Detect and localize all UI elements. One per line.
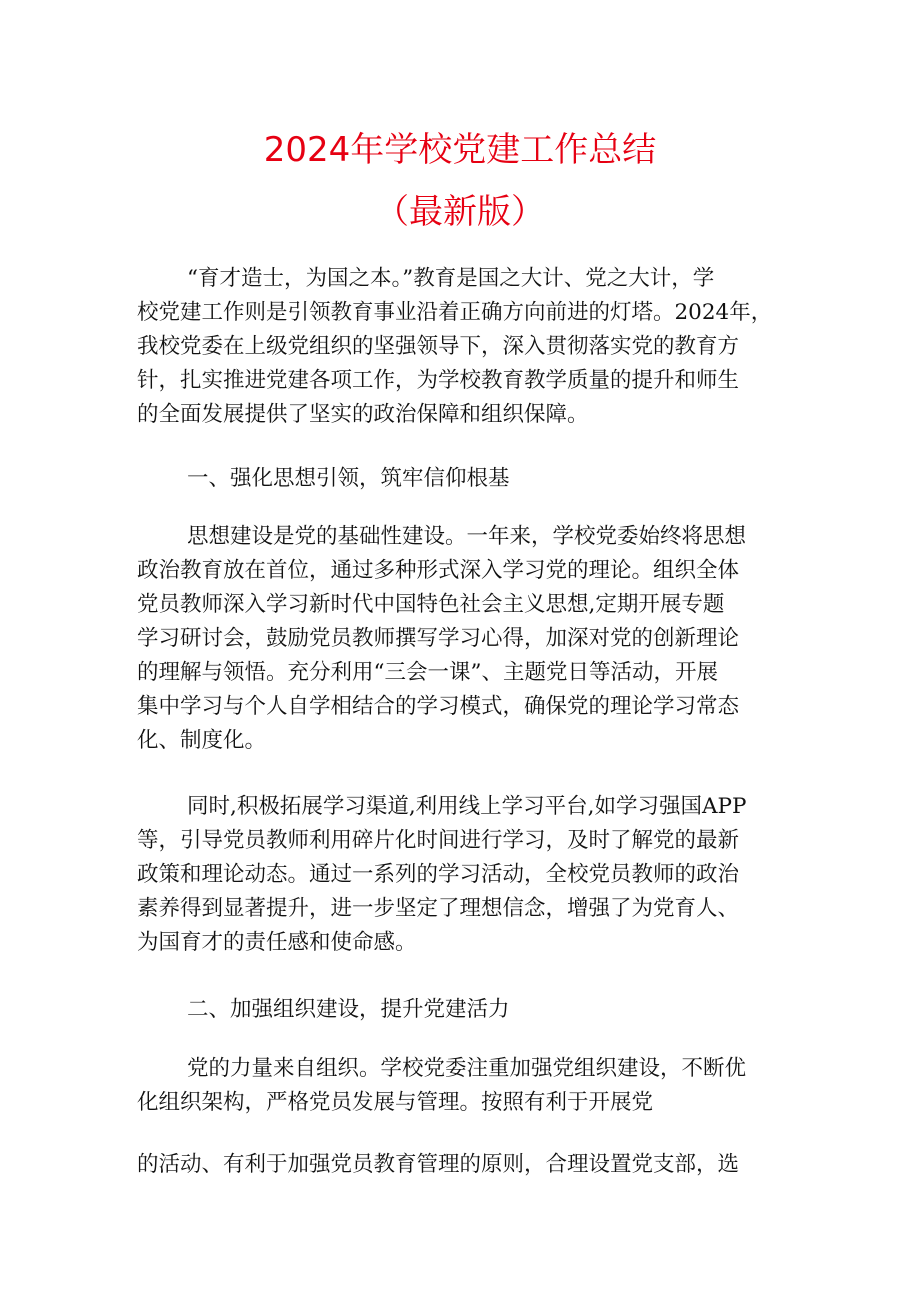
paragraph-line: 素养得到显著提升，进一步坚定了理想信念，增强了为党育人、 [137, 896, 740, 921]
paragraph-line: 为国育才的责任感和使命感。 [137, 930, 417, 955]
section-heading-2: 二、加强组织建设，提升党建活力 [187, 997, 510, 1022]
section1-paragraph-1 [137, 520, 793, 758]
section-heading-1: 一、强化思想引领，筑牢信仰根基 [187, 466, 510, 491]
paragraph-line: 党员教师深入学习新时代中国特色社会主义思想,定期开展专题 [137, 592, 725, 617]
section1-paragraph-2 [137, 790, 793, 960]
paragraph-line: 学习研讨会，鼓励党员教师撰写学习心得，加深对党的创新理论 [137, 626, 740, 651]
paragraph-line: 集中学习与个人自学相结合的学习模式，确保党的理论学习常态 [137, 694, 740, 719]
paragraph-line: 思想建设是党的基础性建设。一年来，学校党委始终将思想 [187, 524, 747, 549]
paragraph-line: 政策和理论动态。通过一系列的学习活动，全校党员教师的政治 [137, 862, 740, 887]
paragraph-line: 的活动、有利于加强党员教育管理的原则，合理设置党支部，选 [137, 1152, 740, 1177]
paragraph-line: 化组织架构，严格党员发展与管理。按照有利于开展党 [137, 1090, 654, 1115]
section2-paragraph-1 [137, 1052, 793, 1120]
paragraph-line: 同时,积极拓展学习渠道,利用线上学习平台,如学习强国APP [187, 794, 747, 819]
intro-paragraph [137, 262, 793, 432]
paragraph-line: 的全面发展提供了坚实的政治保障和组织保障。 [137, 402, 589, 427]
paragraph-line: 校党建工作则是引领教育事业沿着正确方向前进的灯塔。2024年， [137, 300, 773, 325]
paragraph-line: “育才造士，为国之本。”教育是国之大计、党之大计，学 [187, 266, 715, 291]
paragraph-line: 针，扎实推进党建各项工作，为学校教育教学质量的提升和师生 [137, 368, 740, 393]
document-title: 2024年学校党建工作总结 [263, 130, 657, 170]
document-subtitle: （最新版） [375, 192, 545, 232]
section2-paragraph-2 [137, 1148, 793, 1182]
paragraph-line: 政治教育放在首位，通过多种形式深入学习党的理论。组织全体 [137, 558, 740, 583]
paragraph-line: 等，引导党员教师利用碎片化时间进行学习，及时了解党的最新 [137, 828, 740, 853]
paragraph-line: 化、制度化。 [137, 728, 267, 753]
paragraph-line: 我校党委在上级党组织的坚强领导下，深入贯彻落实党的教育方 [137, 334, 740, 359]
paragraph-line: 的理解与领悟。充分利用“三会一课”、主题党日等活动，开展 [137, 660, 718, 685]
paragraph-line: 党的力量来自组织。学校党委注重加强党组织建设，不断优 [187, 1056, 747, 1081]
